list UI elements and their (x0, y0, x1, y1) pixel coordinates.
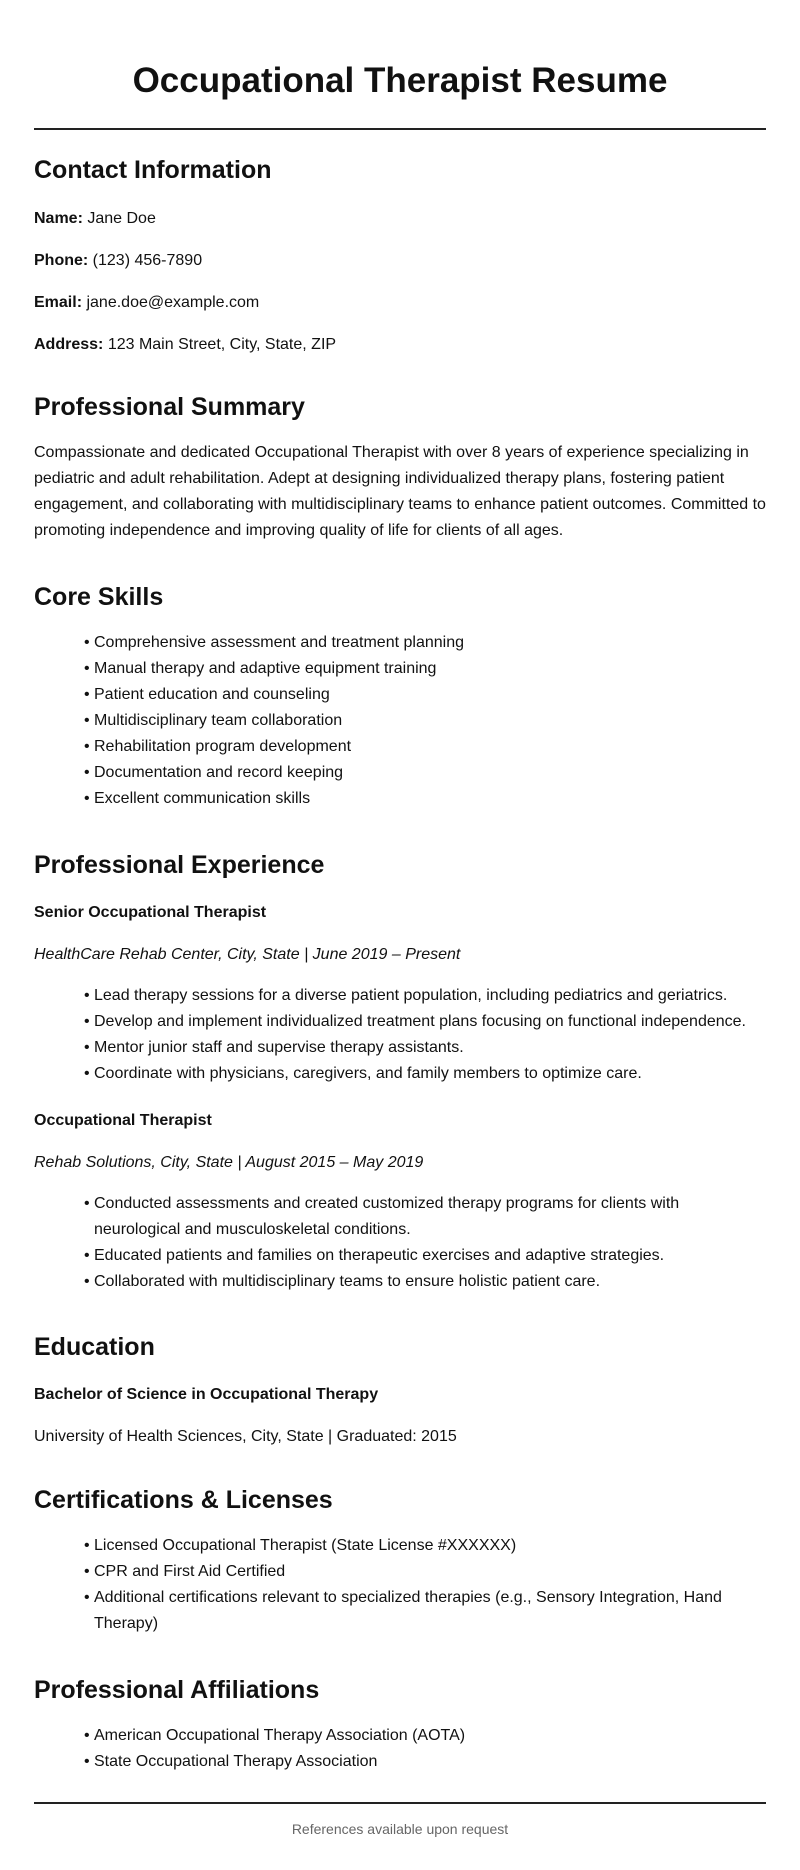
list-item: • Documentation and record keeping (84, 760, 766, 786)
education-section (34, 1332, 766, 1447)
skills-list (34, 630, 766, 812)
footer-note: References available upon request (291, 1821, 509, 1837)
affiliations-section (34, 1675, 766, 1775)
list-item: • Multidisciplinary team collaboration (84, 708, 766, 734)
name-label: Name: (34, 210, 83, 227)
phone-label: Phone: (34, 252, 89, 269)
name-value: Jane Doe (87, 210, 156, 227)
address-value: 123 Main Street, City, State, ZIP (107, 336, 337, 353)
list-item: • Rehabilitation program development (84, 734, 766, 760)
job-meta: HealthCare Rehab Center, City, State | June 2019 – Present (34, 946, 461, 963)
list-item: • Excellent communication skills (84, 786, 766, 812)
summary-heading: Professional Summary (34, 393, 305, 421)
job-entry (34, 1111, 766, 1295)
address-label: Address: (34, 336, 104, 353)
list-item: • Mentor junior staff and supervise therapy assistants. (84, 1035, 766, 1061)
list-item: • Manual therapy and adaptive equipment training (84, 656, 766, 682)
list-item: • Develop and implement individualized treatment plans focusing on functional independence. (84, 1009, 766, 1035)
list-item: • Patient education and counseling (84, 682, 766, 708)
affiliations-heading: Professional Affiliations (34, 1676, 320, 1704)
page-title: Occupational Therapist Resume (132, 61, 668, 100)
experience-heading: Professional Experience (34, 851, 325, 879)
skills-section (34, 582, 766, 812)
list-item: • Collaborated with multidisciplinary teams to ensure holistic patient care. (84, 1269, 766, 1295)
list-item: • Comprehensive assessment and treatment planning (84, 630, 766, 656)
list-item: • Conducted assessments and created customized therapy programs for clients with neurological and musculoskeletal conditions. (84, 1191, 766, 1243)
list-item: • Licensed Occupational Therapist (State License #XXXXXX) (84, 1533, 766, 1559)
job-title: Senior Occupational Therapist (34, 904, 267, 921)
summary-text: Compassionate and dedicated Occupational Therapist with over 8 years of experience specializing in pediatric and adult rehabilitation. Adept at designing individualized therapy plans, fostering patient engagement, and collaborating with multidisciplinary teams to enhance patient outcomes. Committed to promoting independence and improving quality of life for clients of all ages. (34, 444, 766, 539)
job-meta: Rehab Solutions, City, State | August 2015 – May 2019 (34, 1154, 424, 1171)
contact-name (34, 209, 766, 229)
contact-phone (34, 251, 766, 271)
footer-divider (34, 1802, 766, 1804)
summary-section (34, 392, 766, 544)
contact-email (34, 293, 766, 313)
school-info: University of Health Sciences, City, State | Graduated: 2015 (34, 1428, 457, 1445)
education-heading: Education (34, 1333, 155, 1361)
affiliations-list (34, 1723, 766, 1775)
contact-section (34, 155, 766, 355)
certifications-section (34, 1485, 766, 1637)
job-title: Occupational Therapist (34, 1112, 212, 1129)
list-item: • Additional certifications relevant to specialized therapies (e.g., Sensory Integration, Hand Therapy) (84, 1585, 766, 1637)
list-item: • Educated patients and families on therapeutic exercises and adaptive strategies. (84, 1243, 766, 1269)
job-duties (34, 983, 766, 1087)
list-item: • CPR and First Aid Certified (84, 1559, 766, 1585)
list-item: • American Occupational Therapy Association (AOTA) (84, 1723, 766, 1749)
contact-address (34, 335, 766, 355)
phone-value: (123) 456-7890 (92, 252, 203, 269)
list-item: • Lead therapy sessions for a diverse patient population, including pediatrics and geriatrics. (84, 983, 766, 1009)
job-entry (34, 903, 766, 1087)
email-value: jane.doe@example.com (86, 294, 260, 311)
certifications-heading: Certifications & Licenses (34, 1486, 333, 1514)
list-item: • State Occupational Therapy Association (84, 1749, 766, 1775)
certifications-list (34, 1533, 766, 1637)
experience-section (34, 850, 766, 1295)
list-item: • Coordinate with physicians, caregivers, and family members to optimize care. (84, 1061, 766, 1087)
contact-heading: Contact Information (34, 156, 272, 184)
skills-heading: Core Skills (34, 583, 164, 611)
email-label: Email: (34, 294, 83, 311)
degree-title: Bachelor of Science in Occupational Therapy (34, 1386, 379, 1403)
title-divider (34, 128, 766, 130)
job-duties (34, 1191, 766, 1295)
